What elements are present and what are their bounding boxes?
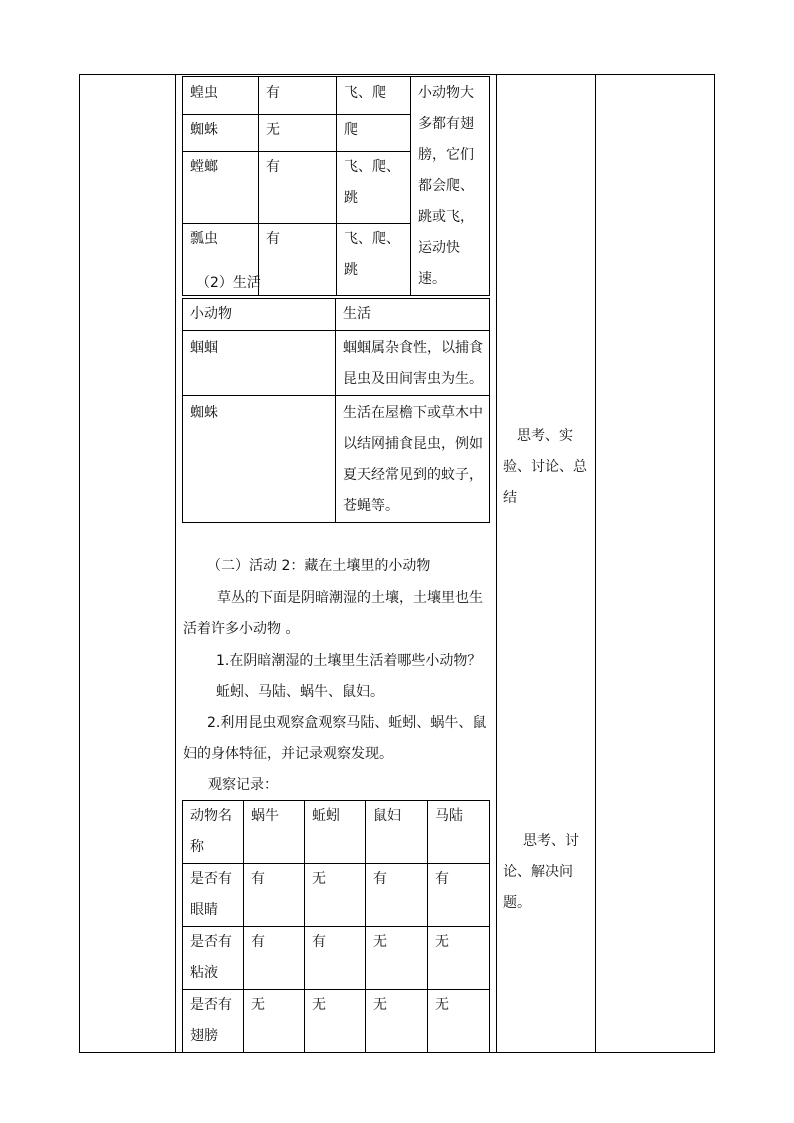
table-header-cell: 蜗牛 — [244, 801, 305, 864]
table-cell: 瓢虫 — [183, 223, 259, 295]
table-cell: 飞、爬、跳 — [337, 151, 411, 223]
table-cell: 有 — [428, 864, 490, 927]
frame-divider-content — [175, 74, 176, 1053]
table-cell: 飞、爬 — [337, 77, 411, 115]
table-row-label: 是否有眼睛 — [183, 864, 244, 927]
movement-table — [182, 76, 490, 296]
question-2: 2.利用昆虫观察盒观察马陆、蚯蚓、蜗牛、鼠妇的身体特征，并记录观察发现。 — [183, 715, 487, 762]
frame-right-border — [714, 74, 715, 1053]
table-cell: 有 — [259, 223, 337, 295]
table-cell: 无 — [366, 927, 428, 990]
observation-table — [182, 800, 490, 1053]
record-label: 观察记录： — [208, 777, 278, 793]
table-cell: 有 — [366, 864, 428, 927]
answer-1: 蚯蚓、马陆、蜗牛、鼠妇。 — [216, 684, 384, 700]
table-header-cell: 小动物 — [183, 299, 336, 331]
table-cell: 螳螂 — [183, 151, 259, 223]
frame-divider-notes — [595, 74, 596, 1053]
table-cell: 蝈蝈属杂食性，以捕食昆虫及田间害虫为生。 — [336, 331, 490, 396]
table-header-cell: 动物名称 — [183, 801, 244, 864]
table-cell: 有 — [259, 77, 337, 115]
table-cell: 蝈蝈 — [183, 331, 336, 396]
table-cell: 飞、爬、跳 — [337, 223, 411, 295]
table-cell: 无 — [259, 114, 337, 151]
table-header-cell: 生活 — [336, 299, 490, 331]
life-table — [182, 298, 490, 523]
table-cell: 无 — [244, 990, 305, 1053]
frame-left-border — [79, 74, 80, 1053]
table-cell: 有 — [259, 151, 337, 223]
activity2-intro: 草丛的下面是阴暗潮湿的土壤，土壤里也生活着许多小动物 。 — [183, 590, 483, 637]
table-cell: 蜘蛛 — [183, 396, 336, 523]
life-heading: （2）生活 — [196, 275, 261, 291]
table-header-cell: 马陆 — [428, 801, 490, 864]
table-cell: 无 — [305, 990, 366, 1053]
table-cell: 有 — [305, 927, 366, 990]
student-activity-2: 思考、讨论、解决问题。 — [503, 833, 579, 911]
table-cell: 无 — [366, 990, 428, 1053]
table-cell: 蝗虫 — [183, 77, 259, 115]
table-header-cell: 鼠妇 — [366, 801, 428, 864]
frame-divider-student — [496, 74, 497, 1053]
table-cell: 蜘蛛 — [183, 114, 259, 151]
question-1: 1.在阴暗潮湿的土壤里生活着哪些小动物？ — [216, 653, 482, 669]
table-cell: 无 — [428, 927, 490, 990]
activity2-heading: （二）活动 2：藏在土壤里的小动物 — [207, 558, 431, 574]
table-row-label: 是否有粘液 — [183, 927, 244, 990]
student-activity-1: 思考、实验、讨论、总结 — [503, 428, 587, 506]
table-cell: 无 — [305, 864, 366, 927]
table-header-cell: 蚯蚓 — [305, 801, 366, 864]
table-cell: 有 — [244, 864, 305, 927]
table-cell: 爬 — [337, 114, 411, 151]
table-cell: 有 — [244, 927, 305, 990]
table-cell: 无 — [428, 990, 490, 1053]
table-row-label: 是否有翅膀 — [183, 990, 244, 1053]
movement-summary: 小动物大多都有翅膀，它们都会爬、跳或飞，运动快速。 — [411, 77, 490, 296]
table-cell: 生活在屋檐下或草木中以结网捕食昆虫，例如夏天经常见到的蚊子，苍蝇等。 — [336, 396, 490, 523]
